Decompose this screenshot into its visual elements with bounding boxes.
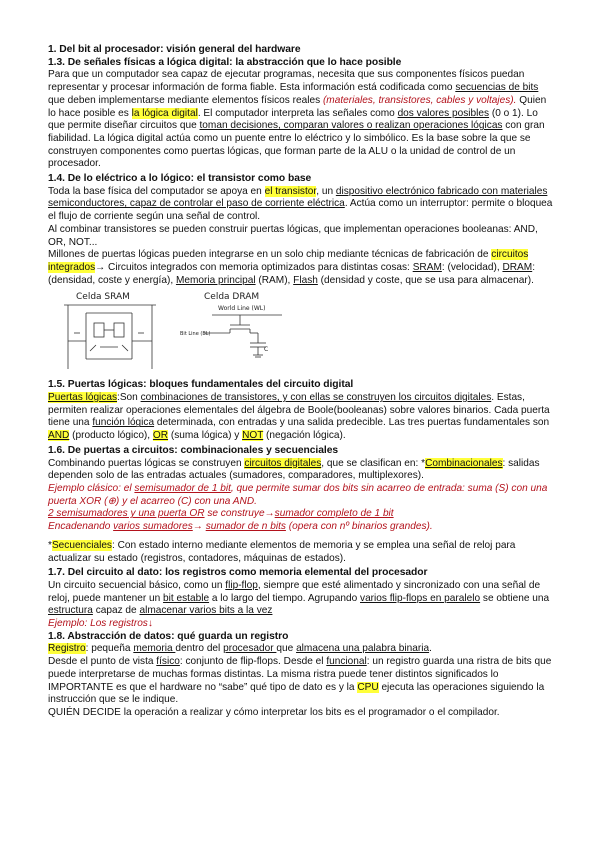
- paragraph-sequential: *Secuenciales: Con estado interno mediante elementos de memoria y se emplea una señal de reloj para actualizar su estado (registros, contadores, máquinas de estados).: [48, 539, 516, 564]
- paragraph-1-4c: Millones de puertas lógicas pueden integrarse en un solo chip mediante técnicas de fabricación de circuitos integrados→ Circuitos integrados con memoria optimizados para distintas cosas: SRAM: (velocidad), DRAM: (densidad, coste y energía), Memoria principal (RAM), Flash (densidad y coste, que se usa para almacenar).: [48, 249, 535, 286]
- paragraph-1-3: Para que un computador sea capaz de ejecutar programas, necesita que sus componentes físicos puedan representar y procesar información de forma fiable. Esta información está codificada como secuencias de bits que deben implementarse mediante elementos físicos reales (materiales, transistores, cables y voltajes). Quien lo hace posible es la lógica digital. El computador interpreta las señales como dos valores posibles (0 o 1). Lo que permite diseñar circuitos que toman decisiones, comparan valores o realizan operaciones lógicas con gran fiabilidad. La lógica digital actúa como un puente entre lo eléctrico y lo simbólico. Es la base sobre la que se construyen componentes como puertas lógicas, que forman parte de la ALU o la unidad de control de un procesador.: [48, 69, 547, 170]
- section-title-1-4: 1.4. De lo eléctrico a lo lógico: el transistor como base: [48, 173, 312, 185]
- bitline-label: Bit Line (BL): [180, 331, 211, 338]
- memory-cell-figure: [48, 289, 554, 375]
- wordline-label: World Line (WL): [218, 305, 266, 313]
- paragraph-1-8a: Registro: pequeña memoria dentro del procesador que almacena una palabra binaria.: [48, 643, 432, 655]
- section-title-1-7: 1.7. Del circuito al dato: los registros como memoria elemental del procesador: [48, 567, 428, 579]
- example-registers: Ejemplo: Los registros↓: [48, 618, 153, 630]
- example-n-bit-adder: Encadenando varios sumadores→ sumador de n bits (opera con nº binarios grandes).: [48, 521, 433, 533]
- section-title-1-5: 1.5. Puertas lógicas: bloques fundamentales del circuito digital: [48, 379, 354, 391]
- dram-cell-diagram: [178, 289, 290, 373]
- example-half-adder: Ejemplo clásico: el semisumador de 1 bit, que permite sumar dos bits sin acarreo de entrada: suma (S) con una puerta XOR (⊕) y el acarreo (C) con una AND.: [48, 482, 548, 507]
- section-title-1-8: 1.8. Abstracción de datos: qué guarda un registro: [48, 630, 289, 642]
- paragraph-1-8b: Desde el punto de vista físico: conjunto de flip-flops. Desde el funcional: un registro guarda una ristra de bits que puede interpretarse de muchas formas distintas. La misma ristra puede tener distintos significados lo IMPORTANTE es que el hardware no “sabe” qué tipo de dato es y la CPU ejecuta las operaciones siguiendo la instrucción que se le indique.: [48, 656, 552, 706]
- example-full-adder: 2 semisumadores y una puerta OR se construye→sumador completo de 1 bit: [48, 508, 394, 520]
- section-title-1: 1. Del bit al procesador: visión general del hardware: [48, 44, 301, 55]
- paragraph-1-4b: Al combinar transistores se pueden construir puertas lógicas, que implementan operaciones booleanas: AND, OR, NOT...: [48, 223, 538, 248]
- paragraph-1-5: Puertas lógicas:Son combinaciones de transistores, y con ellas se construyen los circuitos digitales. Estas, permiten realizar operaciones elementales del álgebra de Boole(booleanas) sobre valores binarios. Cada puerta tiene una función lógica determinada, con entradas y una salida predecible. Las tres puertas fundamentales son AND (producto lógico), OR (suma lógica) y NOT (negación lógica).: [48, 392, 550, 442]
- capacitor-label: C: [264, 346, 269, 354]
- document-page: [48, 44, 554, 720]
- paragraph-1-4a: Toda la base física del computador se apoya en el transistor, un dispositivo electrónico fabricado con materiales semiconductores, capaz de controlar el paso de corriente eléctrica. Actúa como un interruptor: permite o bloquea el flujo de corriente según una señal de control.: [48, 185, 553, 223]
- paragraph-1-7: Un circuito secuencial básico, como un flip-flop, siempre que esté alimentado y sincronizado con una señal de reloj, puede mantener un bit estable a lo largo del tiempo. Agrupando varios flip-flops en paralelo se obtiene una estructura capaz de almacenar varios bits a la vez: [48, 579, 550, 617]
- sram-label: Celda SRAM: [76, 292, 130, 303]
- dram-label: Celda DRAM: [204, 292, 260, 303]
- sram-cell-diagram: [60, 289, 162, 373]
- section-title-1-3: 1.3. De señales físicas a lógica digital: la abstracción que lo hace posible: [48, 56, 402, 68]
- paragraph-1-8c: QUIÉN DECIDE la operación a realizar y cómo interpretar los bits es el programador o el compilador.: [48, 706, 500, 718]
- paragraph-1-6: Combinando puertas lógicas se construyen circuitos digitales, que se clasifican en: *Combinacionales: salidas dependen solo de las entradas actuales (sumadores, comparadores, multiplexores).: [48, 457, 540, 482]
- section-title-1-6: 1.6. De puertas a circuitos: combinacionales y secuenciales: [48, 444, 339, 456]
